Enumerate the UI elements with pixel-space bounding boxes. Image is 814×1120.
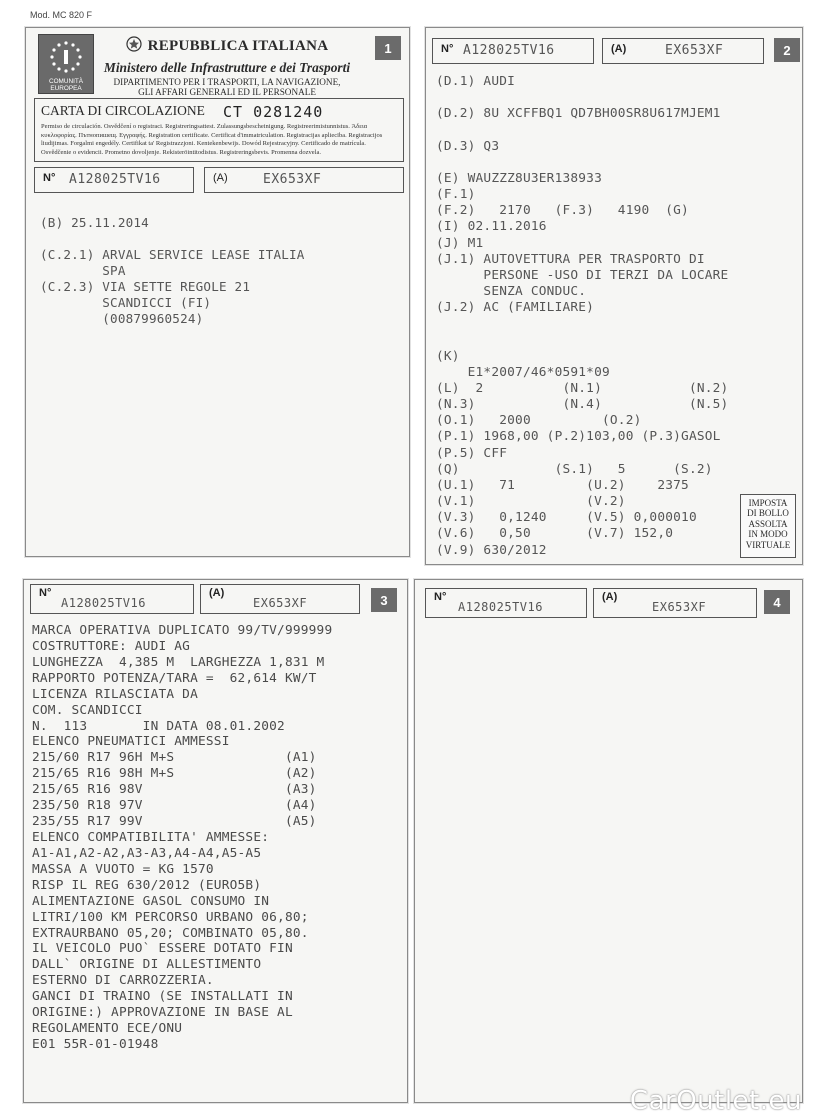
- panel-number: 3: [371, 588, 397, 612]
- text-line: [436, 122, 728, 138]
- text-line: LITRI/100 KM PERCORSO URBANO 06,80;: [32, 909, 309, 925]
- no-label: N°: [43, 172, 56, 184]
- no-label: N°: [441, 43, 454, 55]
- republic-emblem-icon: [126, 36, 142, 52]
- stamp-duty-box: IMPOSTA DI BOLLO ASSOLTA IN MODO VIRTUALE: [740, 494, 796, 558]
- text-line: (L) 2 (N.1) (N.2): [436, 380, 729, 396]
- text-line: DALL` ORIGINE DI ALLESTIMENTO: [32, 957, 262, 973]
- text-line: [436, 90, 728, 106]
- header: [102, 36, 352, 97]
- text-line: (J.1) AUTOVETTURA PER TRASPORTO DI: [436, 251, 705, 267]
- registration-number: A128025TV16: [61, 596, 146, 610]
- text-line: ALIMENTAZIONE GASOL CONSUMO IN: [32, 893, 270, 909]
- text-line: ELENCO COMPATIBILITA' AMMESSE:: [32, 829, 270, 845]
- plate-box: [200, 584, 360, 614]
- text-line: (U.1) 71 (U.2) 2375: [436, 477, 689, 493]
- eu-stars-icon: [45, 38, 87, 76]
- text-line: [436, 155, 728, 171]
- plate-box: [602, 38, 764, 64]
- text-line: (F.1): [436, 187, 476, 203]
- republic-title-text: REPUBBLICA ITALIANA: [147, 38, 329, 54]
- document-number: CT 0281240: [223, 103, 324, 121]
- text-line: (V.3) 0,1240 (V.5) 0,000010: [436, 510, 697, 526]
- text-line: (V.1) (V.2): [436, 494, 626, 510]
- registration-number-box: [432, 38, 594, 64]
- no-label: N°: [434, 591, 447, 603]
- text-line: E01 55R-01-01948: [32, 1036, 159, 1052]
- text-line: PERSONE -USO DI TERZI DA LOCARE: [436, 267, 729, 283]
- ministry-name: Ministero delle Infrastrutture e dei Trasporti: [103, 60, 351, 75]
- text-line: 215/65 R16 98V (A3): [32, 782, 317, 798]
- text-line: EXTRAURBANO 05,20; COMBINATO 05,80.: [32, 925, 309, 941]
- plate-box: [204, 167, 404, 193]
- eu-label: COMUNITÀ EUROPEA: [48, 78, 84, 92]
- text-line: (J.2) AC (FAMILIARE): [436, 300, 595, 316]
- text-line: (C.2.3) VIA SETTE REGOLE 21: [40, 279, 251, 294]
- text-line: RAPPORTO POTENZA/TARA = 62,614 KW/T: [32, 670, 317, 686]
- text-line: SENZA CONDUC.: [436, 284, 587, 300]
- registration-number: A128025TV16: [458, 600, 543, 614]
- text-line: (C.2.1) ARVAL SERVICE LEASE ITALIA: [40, 247, 305, 262]
- text-line: SPA: [40, 263, 126, 278]
- text-line: GANCI DI TRAINO (SE INSTALLATI IN: [32, 989, 293, 1005]
- plate-number: EX653XF: [263, 172, 322, 187]
- text-line: MASSA A VUOTO = KG 1570: [32, 861, 214, 877]
- text-line: LUNGHEZZA 4,385 M LARGHEZZA 1,831 M: [32, 654, 325, 670]
- document-title: CARTA DI CIRCOLAZIONE: [41, 103, 205, 118]
- plate-box: [593, 588, 757, 618]
- annotations: [32, 623, 332, 1053]
- text-line: 235/50 R18 97V (A4): [32, 798, 317, 814]
- registration-number: A128025TV16: [463, 43, 555, 58]
- text-line: N. 113 IN DATA 08.01.2002: [32, 718, 285, 734]
- text-line: SCANDICCI (FI): [40, 295, 212, 310]
- vehicle-fields: [436, 74, 728, 559]
- text-line: ELENCO PNEUMATICI AMMESSI: [32, 734, 230, 750]
- text-line: (K): [436, 348, 460, 364]
- republic-title: [102, 36, 352, 55]
- text-line: ESTERNO DI CARROZZERIA.: [32, 973, 214, 989]
- registration-number-box: [34, 167, 194, 193]
- a-label: (A): [602, 591, 618, 603]
- text-line: 215/65 R16 98H M+S (A2): [32, 766, 317, 782]
- text-line: (E) WAUZZZ8U3ER138933: [436, 170, 602, 186]
- no-label: N°: [39, 587, 52, 599]
- text-line: (D.1) AUDI: [436, 74, 516, 89]
- text-line: (D.3) Q3: [436, 138, 500, 154]
- panel-number: 1: [375, 36, 401, 60]
- text-line: COM. SCANDICCI: [32, 702, 143, 718]
- text-line: (J) M1: [436, 235, 484, 251]
- text-line: LICENZA RILASCIATA DA: [32, 686, 198, 702]
- watermark: CarOutlet.eu: [629, 1086, 802, 1116]
- a-label: (A): [213, 172, 228, 184]
- text-line: (I) 02.11.2016: [436, 219, 547, 235]
- panel-1: [25, 27, 410, 557]
- text-line: IL VEICOLO PUO` ESSERE DOTATO FIN: [32, 941, 293, 957]
- certificate-box: [34, 98, 404, 162]
- text-line: REGOLAMENTO ECE/ONU: [32, 1021, 183, 1037]
- panel-number: 4: [764, 590, 790, 614]
- text-line: (O.1) 2000 (O.2): [436, 413, 642, 429]
- text-line: (D.2) 8U XCFFBQ1 QD7BH00SR8U617MJEM1: [436, 106, 721, 122]
- plate-number: EX653XF: [652, 600, 707, 614]
- panel-number: 2: [774, 38, 800, 62]
- text-line: A1-A1,A2-A2,A3-A3,A4-A4,A5-A5: [32, 845, 262, 861]
- owner-fields: [40, 215, 305, 327]
- text-line: (P.1) 1968,00 (P.2)103,00 (P.3)GASOL: [436, 429, 721, 445]
- text-line: (F.2) 2170 (F.3) 4190 (G): [436, 203, 689, 219]
- mod-label: Mod. MC 820 F: [30, 10, 93, 20]
- text-line: (N.3) (N.4) (N.5): [436, 397, 729, 413]
- registration-number-box: [30, 584, 194, 614]
- text-line: (P.5) CFF: [436, 445, 508, 461]
- text-line: [40, 231, 305, 247]
- text-line: 215/60 R17 96H M+S (A1): [32, 750, 317, 766]
- text-line: E1*2007/46*0591*09: [436, 364, 610, 380]
- text-line: RISP IL REG 630/2012 (EURO5B): [32, 877, 262, 893]
- text-line: (00879960524): [40, 311, 204, 326]
- text-line: [436, 333, 728, 349]
- panel-4: [414, 579, 803, 1103]
- text-line: [436, 316, 728, 332]
- text-line: MARCA OPERATIVA DUPLICATO 99/TV/999999: [32, 623, 333, 638]
- a-label: (A): [209, 587, 225, 599]
- text-line: (Q) (S.1) 5 (S.2): [436, 461, 713, 477]
- panel-2: [425, 27, 803, 565]
- text-line: COSTRUTTORE: AUDI AG: [32, 638, 191, 654]
- text-line: (V.6) 0,50 (V.7) 152,0: [436, 526, 674, 542]
- eu-emblem: [38, 34, 94, 94]
- registration-number-box: [425, 588, 587, 618]
- multilingual-title: Permiso de circulación. Osvědčení o registraci. Registreringsattest. Zulassungsbescheinigung. Registreerimistunnistus. Άδεια κυκλοφορίας. Пътнопишещ. Εγγραφής. Registration certificate. Certificat d'immatriculation. Registracijas apliecība. Registracijos liudijimas. Forgalmi engedély. Certifikat ta' Registrazzjoni. Kentekenbewijs. Dowód Rejestracyjny. Certificado de matrícula. Osvědčenie o evidencii. Prometno dovoljenje. Rekisteröintitodistus. Registreringsbevis. Promenna dozvela.: [41, 123, 383, 156]
- plate-number: EX653XF: [665, 43, 724, 58]
- a-label: (A): [611, 43, 627, 55]
- text-line: (V.9) 630/2012: [436, 542, 547, 558]
- text-line: 235/55 R17 99V (A5): [32, 814, 317, 830]
- department-name: DIPARTIMENTO PER I TRASPORTI, LA NAVIGAZIONE, GLI AFFARI GENERALI ED IL PERSONALE: [113, 77, 341, 97]
- text-line: (B) 25.11.2014: [40, 215, 149, 230]
- registration-number: A128025TV16: [69, 172, 161, 187]
- text-line: ORIGINE:) APPROVAZIONE IN BASE AL: [32, 1005, 293, 1021]
- plate-number: EX653XF: [253, 596, 308, 610]
- panel-3: [23, 579, 408, 1103]
